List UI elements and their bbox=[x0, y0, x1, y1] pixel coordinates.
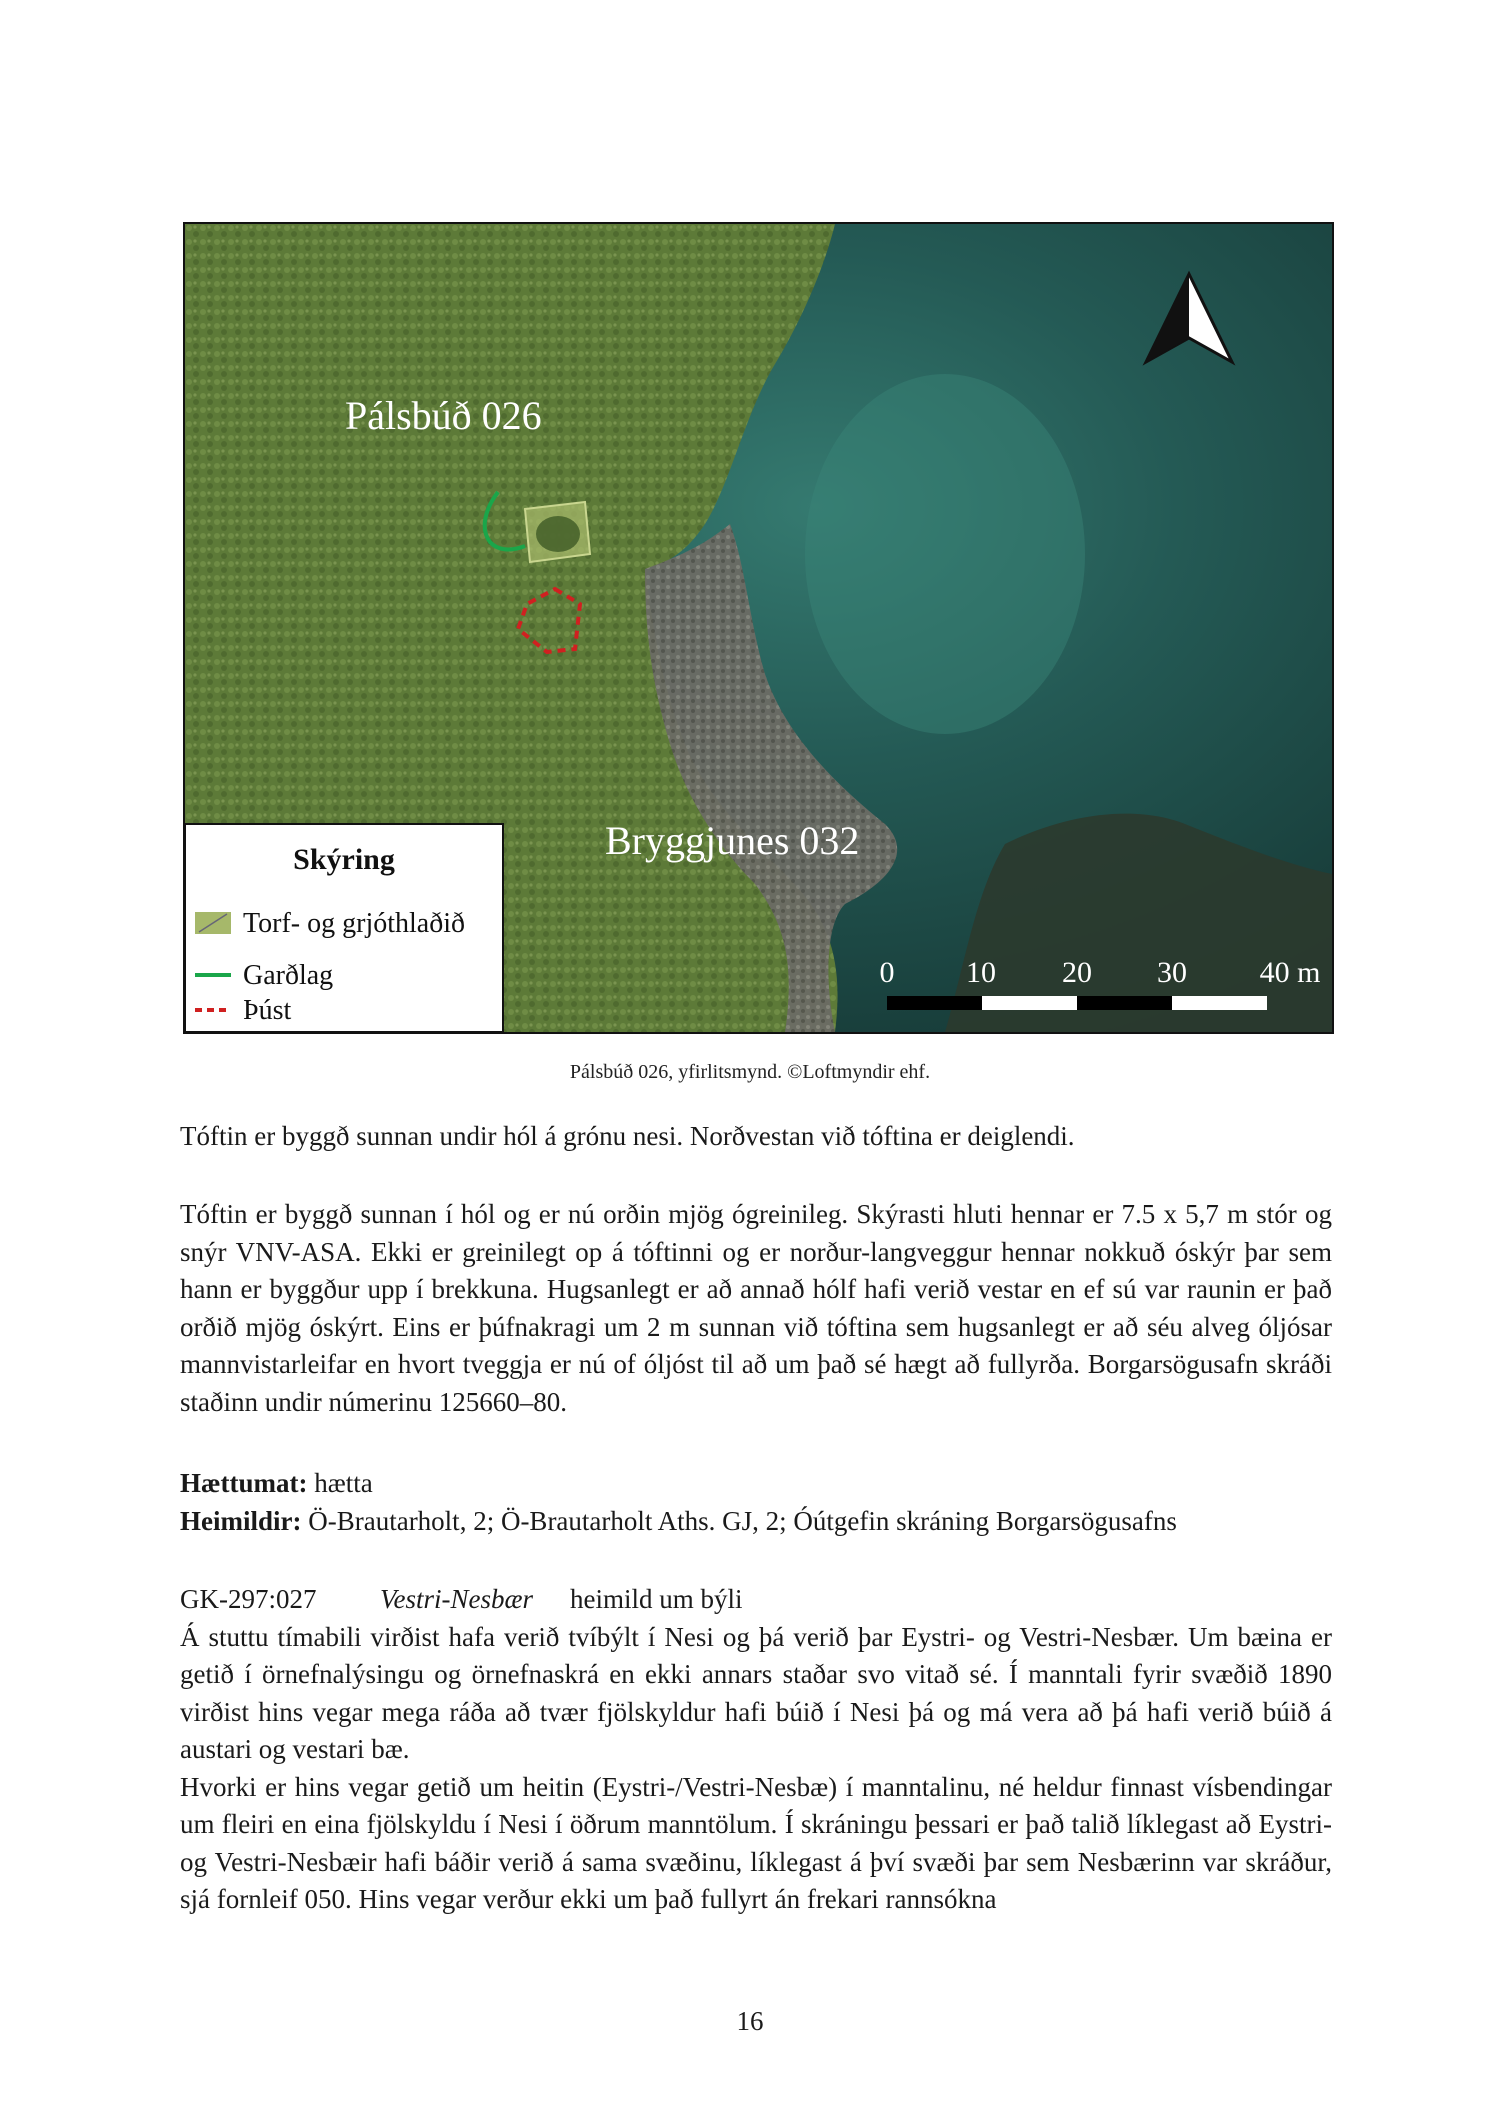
entry-paragraph-1: Á stuttu tímabili virðist hafa verið tvíbýlt í Nesi og þá verið þar Eystri- og Vestri-Nesbær. Um bæina er getið í örnefnalýsingu og örnefnaskrá en ekki annars staðar svo vitað sé. Í manntali fyrir svæðið 1890 virðist hins vegar mega ráða að tvær fjölskyldur hafi búið í Nesi þá og má vera að þá hafi verið búið á austari og vestari bæ. bbox=[180, 1621, 1332, 1764]
entry-block bbox=[180, 1581, 1332, 1919]
site-label-032: Bryggjunes 032 bbox=[605, 818, 860, 863]
paragraph-2 bbox=[180, 1196, 1332, 1421]
entry-heading bbox=[180, 1581, 1332, 1619]
haettumat-value: hætta bbox=[307, 1468, 373, 1498]
aerial-map bbox=[185, 224, 1332, 1032]
scale-tick-10: 10 bbox=[966, 956, 996, 989]
heimildir-line bbox=[180, 1503, 1332, 1541]
entry-code: GK-297:027 bbox=[180, 1584, 317, 1614]
aerial-map-figure bbox=[183, 222, 1334, 1034]
legend-label-ruin: Torf- og grjóthlaðið bbox=[243, 908, 465, 939]
legend-title: Skýring bbox=[293, 843, 395, 876]
entry-type: heimild um býli bbox=[570, 1584, 743, 1614]
paragraph-1 bbox=[180, 1118, 1332, 1156]
meta-block bbox=[180, 1465, 1332, 1540]
legend-label-mound: Þúst bbox=[243, 995, 292, 1026]
heimildir-label: Heimildir: bbox=[180, 1505, 302, 1536]
heimildir-value: Ö-Brautarholt, 2; Ö-Brautarholt Aths. GJ, 2; Óútgefin skráning Borgarsögusafns bbox=[301, 1505, 1177, 1536]
legend-label-wall: Garðlag bbox=[243, 960, 334, 991]
entry-paragraph-2: Hvorki er hins vegar getið um heitin (Eystri-/Vestri-Nesbæ) í manntalinu, né heldur finnast vísbendingar um fleiri en eina fjölskyldu í Nesi í öðrum manntölum. Í skráningu þessari er það talið líklegast að Eystri- og Vestri-Nesbæir hafi báðir verið á sama svæðinu, líklegast á því svæði þar sem Nesbærinn var skráður, sjá fornleif 050. Hins vegar verður ekki um það fullyrt án frekari rannsókna bbox=[180, 1771, 1332, 1914]
scale-tick-30: 30 bbox=[1157, 956, 1187, 989]
entry-name: Vestri-Nesbær bbox=[380, 1584, 534, 1614]
scale-tick-0: 0 bbox=[879, 956, 895, 989]
scale-tick-40: 40 m bbox=[1259, 956, 1321, 989]
site-label-026: Pálsbúð 026 bbox=[345, 393, 542, 438]
paragraph-1-text: Tóftin er byggð sunnan undir hól á grónu nesi. Norðvestan við tóftina er deiglendi. bbox=[180, 1121, 1075, 1151]
haettumat-line bbox=[180, 1465, 1332, 1503]
page-number: 16 bbox=[736, 2006, 764, 2036]
figure-caption: Pálsbúð 026, yfirlitsmynd. ©Loftmyndir ehf. bbox=[569, 1061, 931, 1083]
scale-tick-20: 20 bbox=[1062, 956, 1092, 989]
paragraph-2-text: Tóftin er byggð sunnan í hól og er nú orðin mjög ógreinileg. Skýrasti hluti hennar er 7.5 x 5,7 m stór og snýr VNV-ASA. Ekki er greinilegt op á tóftinni og er norður-langveggur hennar nokkuð óskýr þar sem hann er byggður upp í brekkuna. Hugsanlegt er að annað hólf hafi verið vestar en ef sú var raunin er það orðið mjög óskýrt. Eins er þúfnakragi um 2 m sunnan við tóftina sem hugsanlegt er að séu alveg óljósar mannvistarleifar en hvort tveggja er nú of óljóst til að um það sé hægt að fullyrða. Borgarsögusafn skráði staðinn undir númerinu 125660–80. bbox=[180, 1199, 1332, 1417]
shallow-water bbox=[805, 374, 1085, 734]
legend-box bbox=[185, 824, 503, 1032]
haettumat-label: Hættumat: bbox=[180, 1468, 308, 1498]
